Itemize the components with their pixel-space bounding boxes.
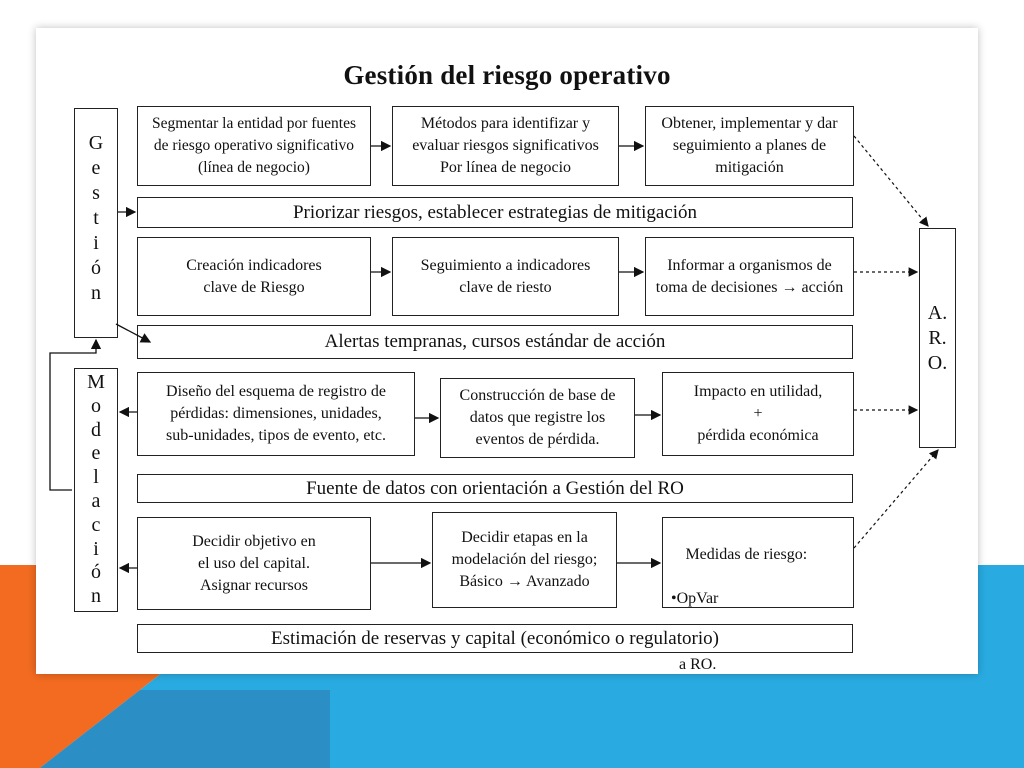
segmentar-text: Segmentar la entidad por fuentes de riesgo operativo significativo (línea de negocio) xyxy=(151,115,356,176)
medidas-riesgo-item-contribucion: a RO. xyxy=(679,656,717,673)
connector-arrows xyxy=(36,28,978,674)
estimacion-reservas-text: Estimación de reservas y capital (económico o regulatorio) xyxy=(271,627,719,649)
disenio-esquema-text: Diseño del esquema de registro de pérdidas: dimensiones, unidades, sub-unidades, tipos de evento, etc. xyxy=(166,383,386,444)
impacto-utilidad-text: Impacto en utilidad, + pérdida económica xyxy=(693,383,823,444)
alertas-text: Alertas tempranas, cursos estándar de acción xyxy=(324,331,666,352)
diagram-title: Gestión del riesgo operativo xyxy=(343,60,671,90)
fuente-datos-text: Fuente de datos con orientación a Gestión del RO xyxy=(306,477,684,499)
diagram-card xyxy=(36,28,978,674)
construccion-base-text: Construcción de base de datos que registre los eventos de pérdida. xyxy=(459,387,616,448)
medidas-riesgo-item-opvar: •OpVar xyxy=(671,590,719,607)
creacion-indicadores-text: Creación indicadores clave de Riesgo xyxy=(186,256,322,296)
aro-label: A. R. O. xyxy=(927,302,948,374)
medidas-riesgo-header: Medidas de riesgo: xyxy=(685,546,808,563)
decidir-etapas-text: Decidir etapas en la modelación del riesgo; Básico → Avanzado xyxy=(451,529,598,590)
decidir-objetivo-text: Decidir objetivo en el uso del capital. Asignar recursos xyxy=(192,532,316,594)
dotted-arrow-planes-to-aro xyxy=(854,136,928,226)
arrow-gestion-to-alertas xyxy=(116,324,150,342)
dotted-arrow-medidas-to-aro xyxy=(854,450,938,548)
informar-organismos-text: Informar a organismos de toma de decisiones → acción xyxy=(655,256,844,296)
metodos-text: Métodos para identifizar y evaluar riesgos significativos Por línea de negocio xyxy=(412,115,599,176)
priorizar-text: Priorizar riesgos, establecer estrategias de mitigación xyxy=(292,201,698,223)
gestion-label: G e s t i ó n xyxy=(88,132,104,304)
arrow-modelacion-to-gestion xyxy=(50,340,96,490)
planes-mitigacion-text: Obtener, implementar y dar seguimiento a planes de mitigación xyxy=(661,115,838,176)
seguimiento-indicadores-text: Seguimiento a indicadores clave de riesto xyxy=(420,256,591,296)
modelacion-label: M o d e l a c i ó n xyxy=(87,371,105,608)
